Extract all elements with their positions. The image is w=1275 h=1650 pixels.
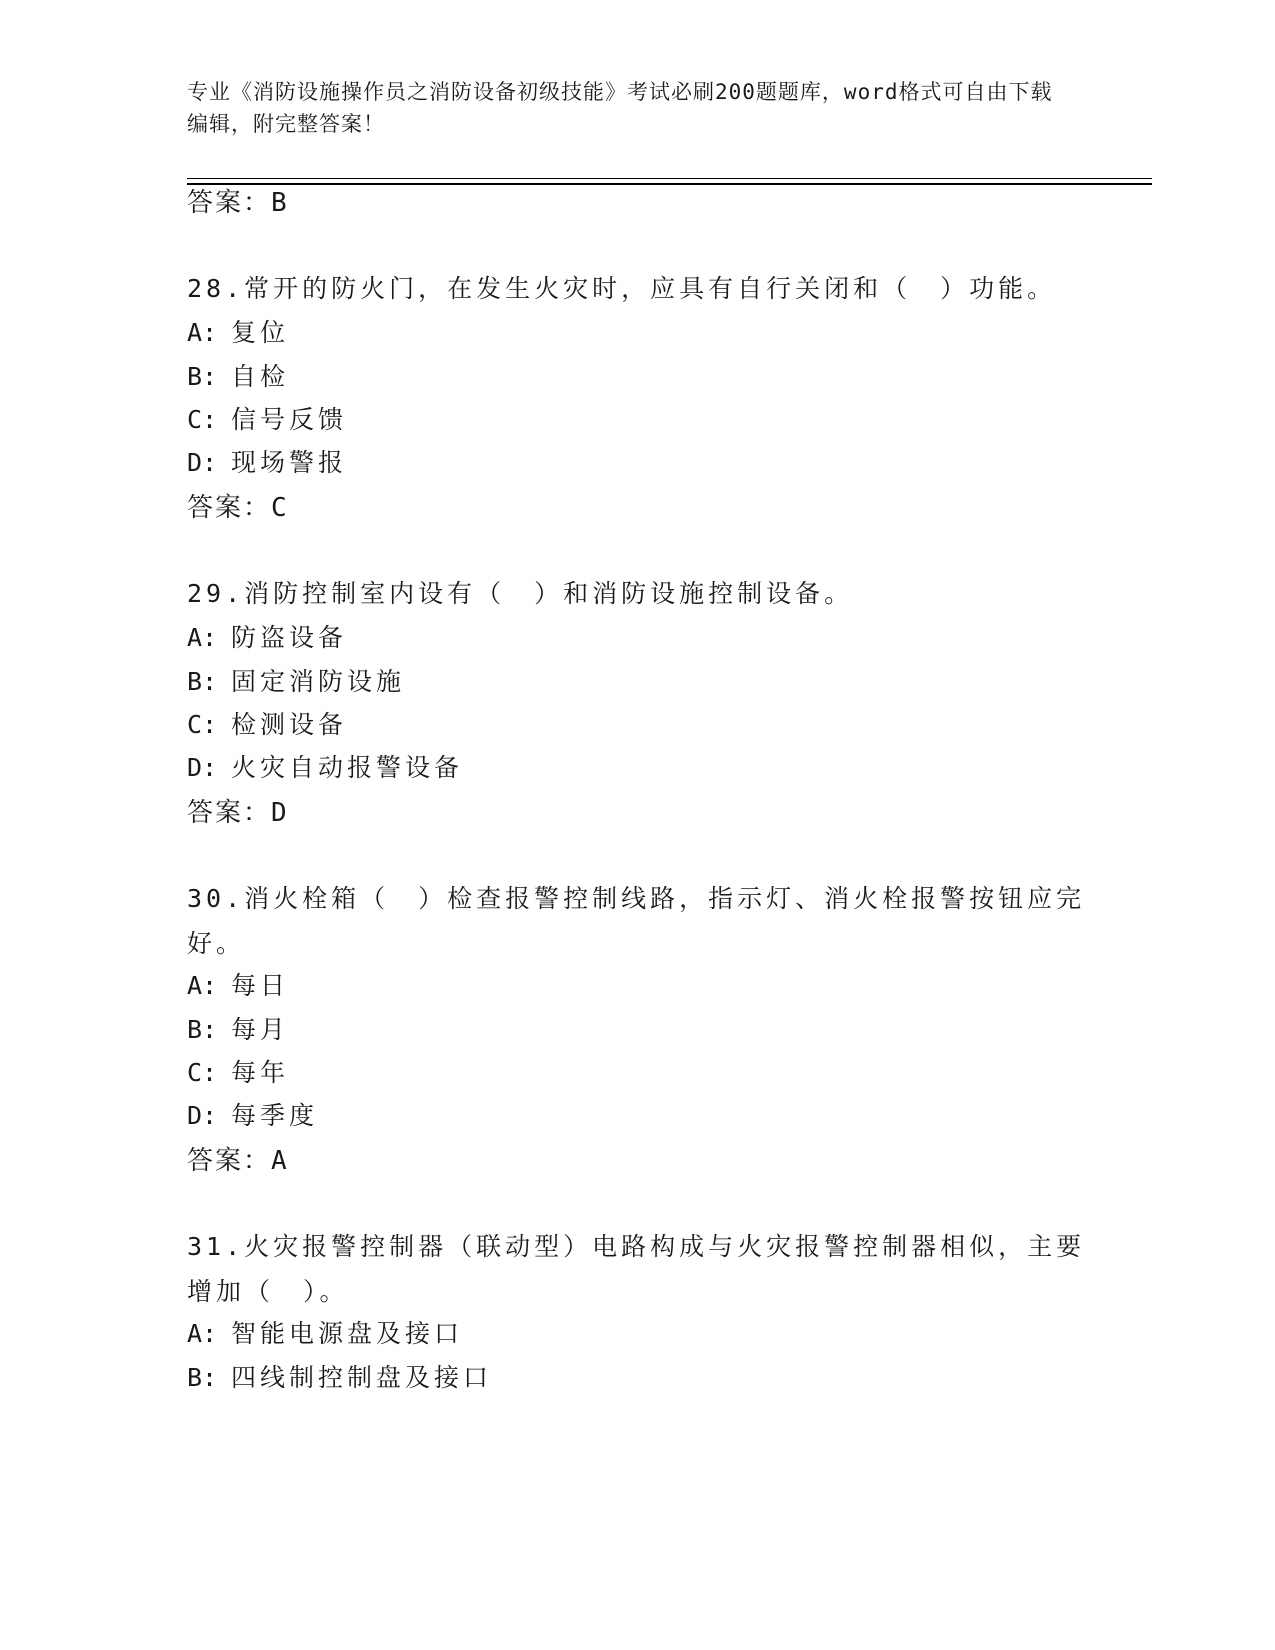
question-29-option-a: A: 防盗设备 bbox=[187, 623, 348, 652]
question-30-answer: 答案：A bbox=[187, 1146, 289, 1176]
question-28-stem: 28.常开的防火门，在发生火灾时，应具有自行关闭和（ ）功能。 bbox=[187, 274, 1057, 303]
question-29-option-c: C: 检测设备 bbox=[187, 710, 348, 739]
question-31-option-a: A: 智能电源盘及接口 bbox=[187, 1319, 464, 1348]
question-29-option-b: B: 固定消防设施 bbox=[187, 667, 406, 696]
question-29-stem: 29.消防控制室内设有（ ）和消防设施控制设备。 bbox=[187, 579, 854, 608]
header-rule-thick bbox=[187, 183, 1152, 185]
question-29-option-d: D: 火灾自动报警设备 bbox=[187, 753, 464, 782]
question-28-answer: 答案：C bbox=[187, 493, 289, 523]
question-28-option-d: D: 现场警报 bbox=[187, 448, 348, 477]
question-30-option-d: D: 每季度 bbox=[187, 1101, 319, 1130]
question-28-option-b: B: 自检 bbox=[187, 362, 290, 391]
question-31-option-b: B: 四线制控制盘及接口 bbox=[187, 1363, 493, 1392]
question-28-option-a: A: 复位 bbox=[187, 318, 290, 347]
question-30-stem: 30.消火栓箱（ ）检查报警控制线路，指示灯、消火栓报警按钮应完好。 bbox=[187, 884, 1086, 958]
header-rule-thin bbox=[187, 178, 1152, 179]
question-30-option-a: A: 每日 bbox=[187, 971, 290, 1000]
question-28-option-c: C: 信号反馈 bbox=[187, 405, 348, 434]
question-30-option-b: B: 每月 bbox=[187, 1015, 290, 1044]
question-31-stem: 31.火灾报警控制器（联动型）电路构成与火灾报警控制器相似，主要增加（ ）。 bbox=[187, 1232, 1086, 1306]
question-29-answer: 答案：D bbox=[187, 798, 289, 828]
question-30-option-c: C: 每年 bbox=[187, 1058, 290, 1087]
previous-answer: 答案：B bbox=[187, 188, 289, 218]
document-header: 专业《消防设施操作员之消防设备初级技能》考试必刷200题题库，word格式可自由下载编辑，附完整答案！ bbox=[187, 80, 1053, 136]
